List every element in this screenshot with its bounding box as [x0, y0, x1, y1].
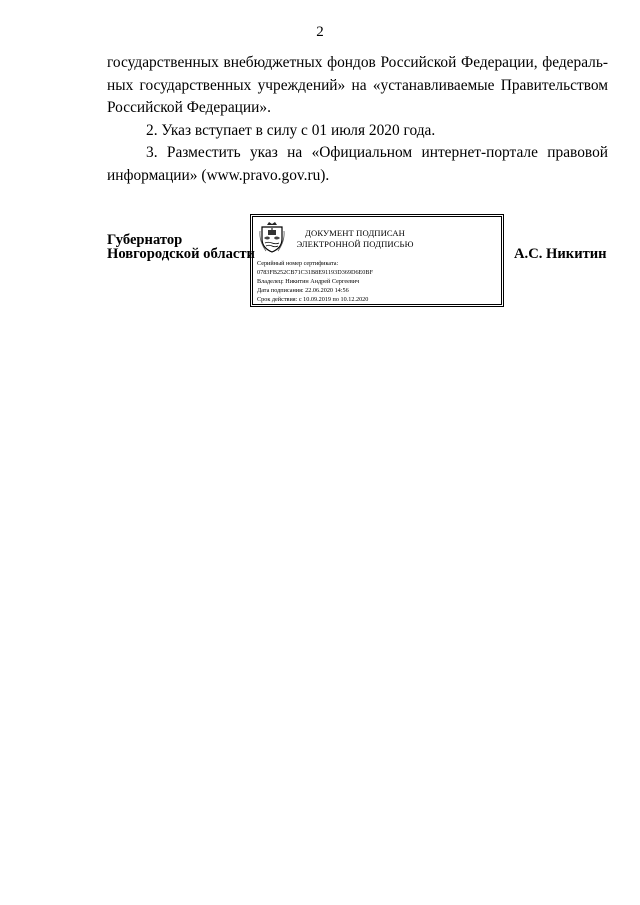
paragraph-item-3: 3. Разместить указ на «Официальном интернет-портале правовой информации» (www.pravo.gov.ru). [107, 144, 608, 184]
page-number: 2 [316, 24, 324, 40]
signer-position-line1: Губернатор [107, 232, 183, 248]
paragraph-item-2: 2. Указ вступает в силу с 01 июля 2020 года. [146, 121, 436, 139]
certificate-serial-value: 0783FB252CB71C31B8E91193D369D6E0BF [257, 269, 373, 276]
signer-position [107, 234, 255, 261]
signer-name: А.С. Никитин [514, 246, 607, 262]
paragraph-continuation: государственных внебюджетных фондов Российской Федерации, федераль-ных государственных учреждений» на «устанавливаемые Правительством Российской Федерации». [107, 54, 608, 116]
certificate-serial-label: Серийный номер сертификата: [257, 260, 339, 267]
certificate-details [257, 259, 501, 304]
novgorod-coat-of-arms-icon [258, 221, 286, 253]
stamp-title-line1: ДОКУМЕНТ ПОДПИСАН [305, 228, 405, 238]
signer-position-line2: Новгородской области [107, 245, 255, 262]
signature-block [0, 213, 640, 313]
certificate-sign-date: Дата подписания: 22.06.2020 14:56 [257, 287, 349, 294]
stamp-title [295, 228, 415, 249]
certificate-owner: Владелец: Никитин Андрей Сергеевич [257, 278, 360, 285]
electronic-signature-stamp [252, 216, 502, 305]
stamp-title-line2: ЭЛЕКТРОННОЙ ПОДПИСЬЮ [296, 238, 414, 249]
certificate-validity: Срок действия: с 10.09.2019 по 10.12.2020 [257, 296, 369, 303]
document-body [107, 52, 608, 187]
